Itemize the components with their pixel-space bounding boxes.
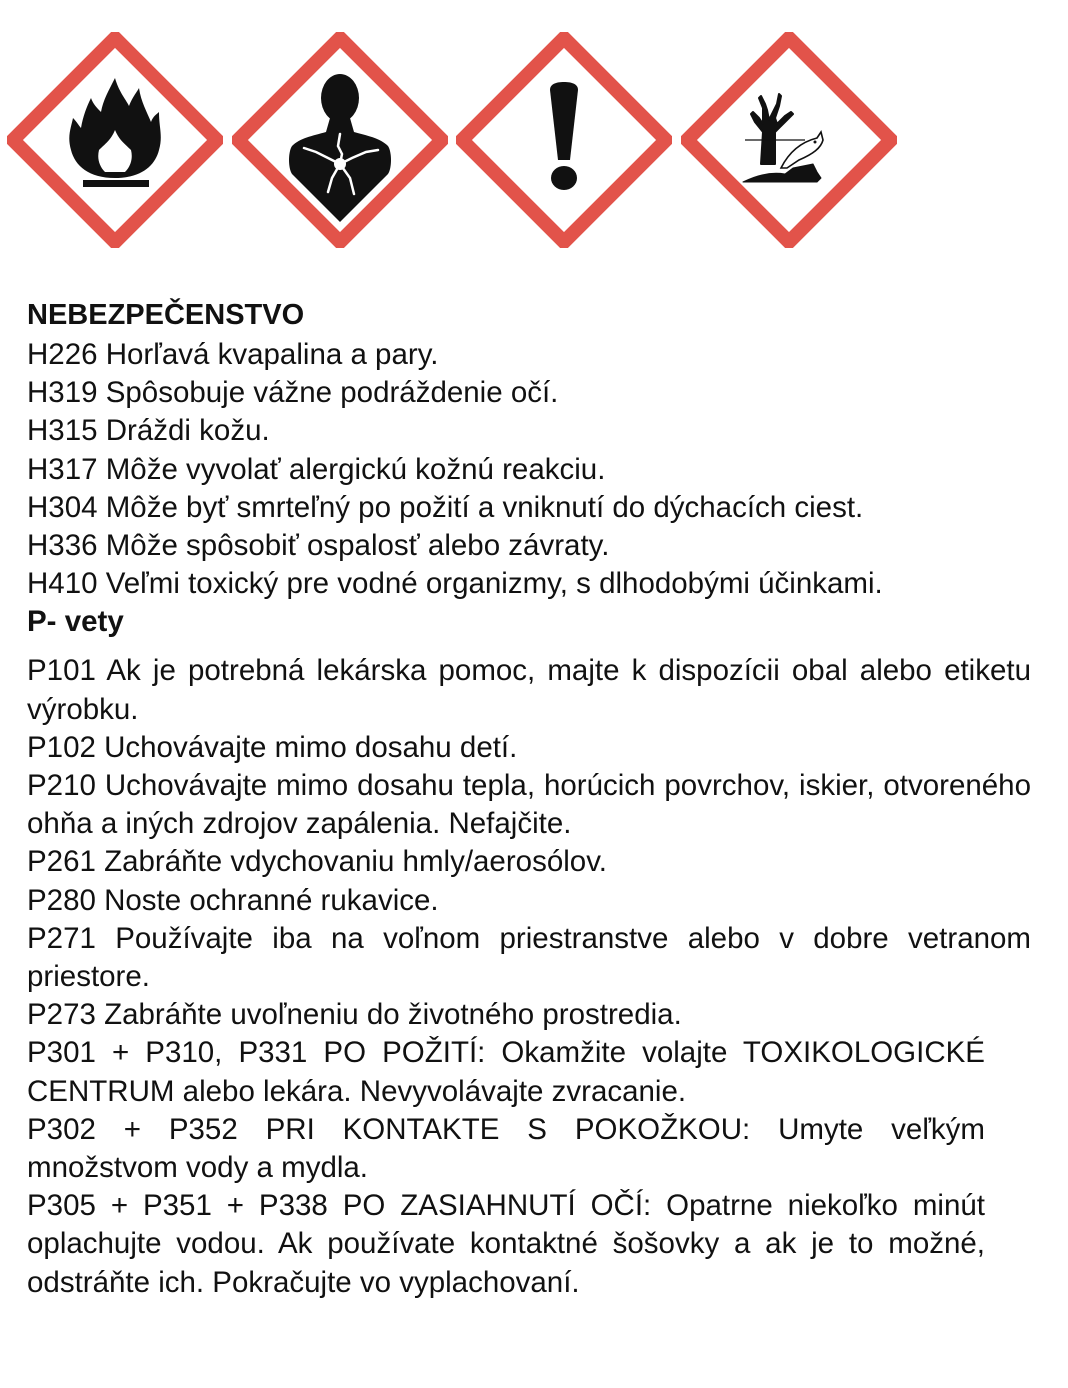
p-statement: P261 Zabráňte vdychovaniu hmly/aerosólov. [27,845,607,879]
p-statement: P305 + P351 + P338 PO ZASIAHNUTÍ OČÍ: Opatrne niekoľko minút oplachujte vodou. Ak používate kontaktné šošovky a ak je to možné, odstráňte ich. Pokračujte vo vyplachovaní. [27,1189,985,1299]
exclamation-pictogram [456,32,672,248]
exclamation-mark-icon [456,32,672,248]
h-statement: H336 Môže spôsobiť ospalosť alebo závraty. [27,529,610,563]
h-statement: H319 Spôsobuje vážne podráždenie očí. [27,376,559,410]
h-statements [27,336,1031,603]
p-statement: P102 Uchovávajte mimo dosahu detí. [27,730,518,764]
p-statement: P271 Používajte iba na voľnom priestranstve alebo v dobre vetranom priestore. [27,921,1031,994]
environment-pictogram [681,32,897,248]
p-statement: P101 Ak je potrebná lekárska pomoc, majte k dispozícii obal alebo etiketu výrobku. [27,654,1031,726]
p-statement: P210 Uchovávajte mimo dosahu tepla, horúcich povrchov, iskier, otvoreného ohňa a iných zdrojov zapálenia. Nefajčite. [27,769,1031,841]
dead-tree-fish-icon [681,32,897,248]
h-statement: H304 Môže byť smrteľný po požití a vniknutí do dýchacích ciest. [27,490,864,524]
h-statement: H226 Horľavá kvapalina a pary. [27,338,439,371]
h-statement: H317 Môže vyvolať alergickú kožnú reakciu. [27,452,606,486]
p-statements [27,652,1031,1301]
label-text [27,294,1031,1302]
health-hazard-pictogram [232,32,448,248]
signal-word: NEBEZPEČENSTVO [27,299,305,331]
p-statement: P302 + P352 PRI KONTAKTE S POKOŽKOU: Umyte veľkým množstvom vody a mydla. [27,1112,985,1185]
health-hazard-icon [232,32,448,248]
hazard-pictograms [0,0,1068,260]
flame-icon [7,32,223,248]
h-statement: H315 Dráždi kožu. [27,414,270,448]
flammable-pictogram [7,32,223,248]
p-statement: P273 Zabráňte uvoľneniu do životného prostredia. [27,998,682,1032]
p-statement: P280 Noste ochranné rukavice. [27,883,439,917]
h-statement: H410 Veľmi toxický pre vodné organizmy, s dlhodobými účinkami. [27,567,883,601]
p-statement: P301 + P310, P331 PO POŽITÍ: Okamžite volajte TOXIKOLOGICKÉ CENTRUM alebo lekára. Nevyvolávajte zvracanie. [27,1036,985,1108]
p-statements-heading: P- vety [27,605,124,639]
